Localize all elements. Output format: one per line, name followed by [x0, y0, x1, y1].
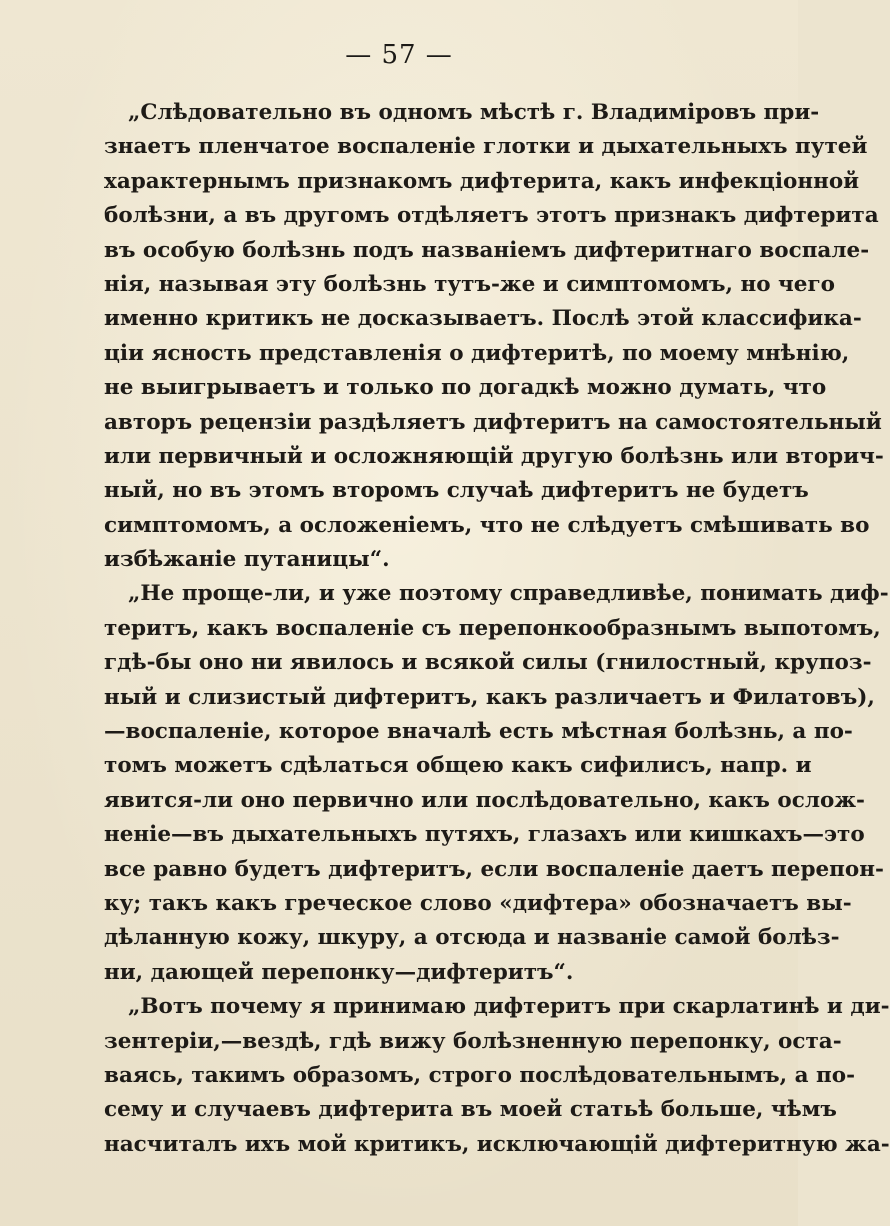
- text-line: ваясь, такимъ образомъ, строго послѣдовательнымъ, а по-: [104, 1062, 855, 1088]
- text-line: ни, дающей перепонку—дифтеритъ“.: [104, 959, 574, 985]
- text-line: „Слѣдовательно въ одномъ мѣстѣ г. Владимiровъ при-: [128, 100, 820, 125]
- text-line: цiи ясность представленiя о дифтеритѣ, по моему мнѣнiю,: [104, 340, 850, 366]
- text-line: болѣзни, а въ другомъ отдѣляетъ этотъ признакъ дифтерита: [104, 203, 879, 229]
- text-line: нiя, называя эту болѣзнь тутъ-же и симптомомъ, но чего: [104, 271, 835, 297]
- text-line: симптомомъ, а осложенiемъ, что не слѣдуетъ смѣшивать во: [104, 512, 870, 538]
- text-line: гдѣ-бы оно ни явилось и всякой силы (гнилостный, крупоз-: [104, 650, 872, 676]
- text-line: ку; такъ какъ греческое слово «дифтера» обозначаетъ вы-: [104, 890, 852, 916]
- page-number: — 57 —: [345, 40, 453, 70]
- text-line: знаетъ пленчатое воспаленiе глотки и дыхательныхъ путей: [104, 134, 868, 160]
- text-line: ненiе—въ дыхательныхъ путяхъ, глазахъ или кишкахъ—это: [104, 822, 865, 848]
- text-line: въ особую болѣзнь подъ названiемъ дифтеритнаго воспале-: [104, 237, 870, 263]
- paragraph-3: [104, 990, 890, 1162]
- text-line: все равно будетъ дифтеритъ, если воспаленiе даетъ перепон-: [104, 856, 884, 882]
- text-line: не выигрываетъ и только по догадкѣ можно думать, что: [104, 375, 827, 401]
- text-line: „Не проще-ли, и уже поэтому справедливѣе, понимать диф-: [128, 581, 889, 607]
- text-line: теритъ, какъ воспаленiе съ перепонкообразнымъ выпотомъ,: [104, 615, 881, 641]
- text-line: насчиталъ ихъ мой критикъ, исключающiй дифтеритную жа-: [104, 1131, 890, 1157]
- text-line: авторъ рецензiи раздѣляетъ дифтеритъ на самостоятельный: [104, 409, 882, 435]
- paragraph-2: [104, 577, 889, 990]
- text-line: сему и случаевъ дифтерита въ моей статьѣ больше, чѣмъ: [104, 1097, 837, 1123]
- body-text: [104, 96, 890, 1162]
- text-line: томъ можетъ сдѣлаться общею какъ сифилисъ, напр. и: [104, 753, 812, 779]
- text-line: или первичный и осложняющiй другую болѣзнь или вторич-: [104, 443, 884, 469]
- text-line: именно критикъ не досказываетъ. Послѣ этой классифика-: [104, 306, 862, 332]
- paragraph-1: [104, 96, 884, 577]
- text-line: явится-ли оно первично или послѣдовательно, какъ ослож-: [104, 787, 865, 813]
- text-line: характернымъ признакомъ дифтерита, какъ инфекцiонной: [104, 168, 860, 194]
- text-line: зентерiи,—вездѣ, гдѣ вижу болѣзненную перепонку, оста-: [104, 1028, 842, 1054]
- text-line: „Вотъ почему я принимаю дифтеритъ при скарлатинѣ и ди-: [128, 994, 890, 1020]
- text-line: дѣланную кожу, шкуру, а отсюда и названiе самой болѣз-: [104, 925, 840, 951]
- text-line: избѣжанiе путаницы“.: [104, 547, 390, 573]
- text-line: ный, но въ этомъ второмъ случаѣ дифтеритъ не будетъ: [104, 478, 809, 504]
- text-line: —воспаленiе, которое вначалѣ есть мѣстная болѣзнь, а по-: [104, 719, 853, 745]
- text-line: ный и слизистый дифтеритъ, какъ различаетъ и Филатовъ),: [104, 684, 875, 710]
